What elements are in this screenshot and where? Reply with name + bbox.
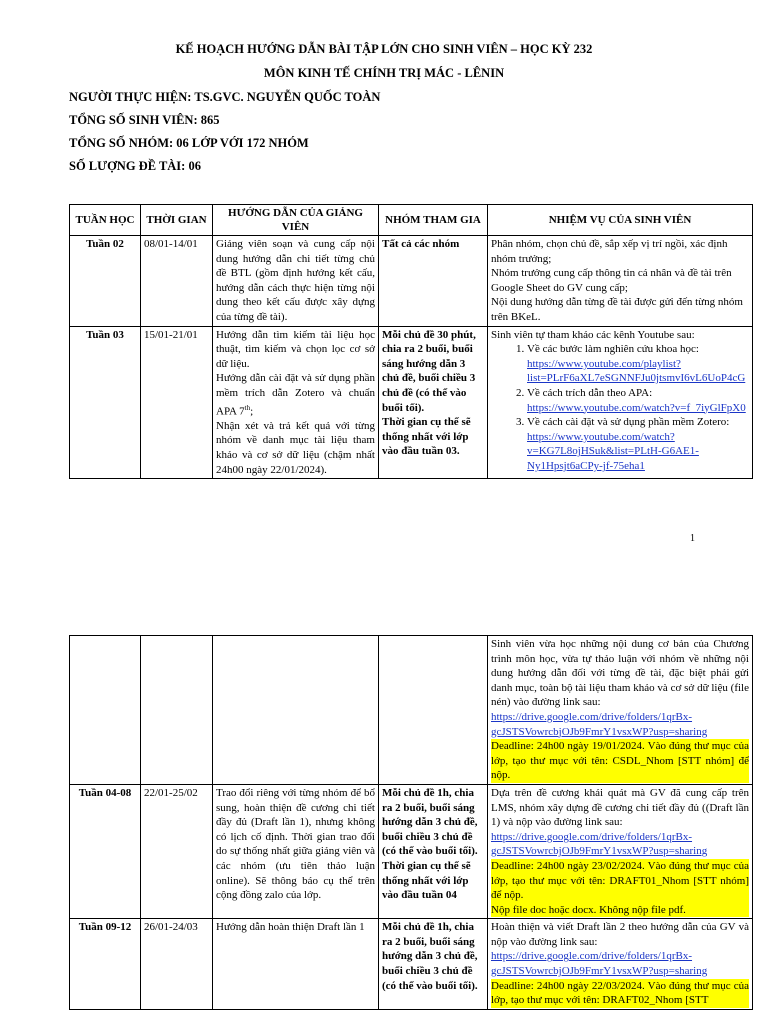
list-item — [527, 415, 749, 473]
plan-table-page-1 — [69, 204, 753, 479]
week-cell: Tuần 03 — [70, 326, 141, 479]
week-cell: Tuần 04-08 — [70, 784, 141, 918]
group-cell: Mỗi chủ đề 1h, chia ra 2 buổi, buổi sáng hướng dẫn 3 chủ đề, buổi chiều 3 chủ đề (có thể vào buổi tối). — [379, 919, 488, 1010]
guide-line: Nhận xét và trả kết quả với từng nhóm về danh mục tài liệu tham khảo và cơ sở dữ liệu (chậm nhất 24h00 ngày 22/01/2024). — [216, 419, 375, 476]
youtube-link[interactable]: https://www.youtube.com/watch?v=f_7iyGlFpX0 — [527, 401, 746, 414]
task-cell — [488, 236, 753, 327]
guide-line — [216, 371, 375, 418]
col-week: TUẦN HỌC — [70, 205, 141, 236]
youtube-link[interactable]: https://www.youtube.com/watch?v=KG7L8ojHSuk&list=PLtH-G6AE1-Ny1Hpsjt6aCPy-jf-75eha1 — [527, 430, 699, 472]
table-row — [70, 919, 753, 1010]
drive-link[interactable]: https://drive.google.com/drive/folders/1qrBx-gcJSTSVowrcbjOJb9FmrY1vsxWP?usp=sharing — [491, 830, 708, 858]
table-row — [70, 636, 753, 785]
group-cell: Tất cả các nhóm — [379, 236, 488, 327]
col-group: NHÓM THAM GIA — [379, 205, 488, 236]
week-cell: Tuần 09-12 — [70, 919, 141, 1010]
guide-cell — [213, 636, 379, 785]
superscript: th — [244, 403, 251, 412]
table-row — [70, 236, 753, 327]
task-text: Sinh viên vừa học những nội dung cơ bản của Chương trình môn học, vừa tự thảo luận với nhóm về những nội dung hướng dẫn đối với từng đề tài, đặc biệt phải gửi danh mục, toàn bộ tài liệu tham khảo và cơ sở dữ liệu (file nén) vào đường link sau: — [491, 638, 749, 709]
task-text: Hoàn thiện và viết Draft lần 2 theo hướng dẫn của GV và nộp vào đường link sau: — [491, 921, 749, 948]
youtube-list — [491, 342, 749, 473]
document-title: KẾ HOẠCH HƯỚNG DẪN BÀI TẬP LỚN CHO SINH VIÊN – HỌC KỲ 232 — [175, 42, 593, 56]
task-text: Dựa trên đề cương khái quát mà GV đã cung cấp trên LMS, nhóm xây dựng đề cương chi tiết đầy đủ ((Draft lần 1) và nộp vào đường link sau: — [491, 786, 749, 829]
page-number: 1 — [690, 533, 695, 544]
week-cell: Tuần 02 — [70, 236, 141, 327]
students-line: TỔNG SỐ SINH VIÊN: 865 — [69, 113, 220, 127]
guide-text-end: ; — [250, 405, 254, 418]
deadline-note: Deadline: 24h00 ngày 23/02/2024. Vào đúng thư mục của lớp, tạo thư mục với tên: DRAFT01_Nhom [STT nhóm] để nộp. — [491, 859, 749, 902]
page-2 — [0, 600, 768, 1024]
col-time: THỜI GIAN — [141, 205, 213, 236]
plan-table-page-2 — [69, 635, 753, 1010]
topics-line: SỐ LƯỢNG ĐỀ TÀI: 06 — [69, 159, 201, 173]
time-cell: 22/01-25/02 — [141, 784, 213, 918]
week-cell — [70, 636, 141, 785]
guide-text: Hướng dẫn cài đặt và sử dụng phần mềm trích dẫn Zotero và chuẩn APA 7 — [216, 372, 375, 418]
group-line: Mỗi chủ đề 30 phút, chia ra 2 buổi, buổi sáng hướng dẫn 3 chủ đề, buổi chiều 3 chủ đề (có thể vào buổi tối). — [382, 328, 476, 414]
group-cell — [379, 784, 488, 918]
list-item-label: Về cách cài đặt và sử dụng phần mềm Zotero: — [527, 416, 730, 429]
drive-link[interactable]: https://drive.google.com/drive/folders/1qrBx-gcJSTSVowrcbjOJb9FmrY1vsxWP?usp=sharing — [491, 710, 708, 738]
guide-cell: Trao đổi riêng với từng nhóm để bổ sung, hoàn thiện đề cương chi tiết đầy đủ (Draft lần 1), nhưng không có lịch cố định. Thời gian trao đổi do sự thống nhất giữa giảng viên và các nhóm (ưu tiên thảo luận online). Sẽ thông báo cụ thể trên cộng đồng zalo của lớp. — [213, 784, 379, 918]
document-subtitle: MÔN KINH TẾ CHÍNH TRỊ MÁC - LÊNIN — [263, 66, 505, 80]
col-task: NHIỆM VỤ CỦA SINH VIÊN — [488, 205, 753, 236]
task-line: Nội dung hướng dẫn từng đề tài được gửi đến từng nhóm trên BKeL. — [491, 296, 743, 323]
time-cell — [141, 636, 213, 785]
task-cell — [488, 636, 753, 785]
task-cell — [488, 326, 753, 479]
drive-link[interactable]: https://drive.google.com/drive/folders/1qrBx-gcJSTSVowrcbjOJb9FmrY1vsxWP?usp=sharing — [491, 950, 708, 978]
list-item — [527, 386, 749, 415]
guide-cell — [213, 326, 379, 479]
file-format-note: Nộp file doc hoặc docx. Không nộp file pdf. — [491, 903, 749, 918]
time-cell: 08/01-14/01 — [141, 236, 213, 327]
guide-line: Hướng dẫn tìm kiếm tài liệu học thuật, tìm kiếm và chọn lọc cơ sở dữ liệu. — [216, 328, 375, 370]
time-cell: 26/01-24/03 — [141, 919, 213, 1010]
group-cell — [379, 636, 488, 785]
guide-cell: Giảng viên soạn và cung cấp nội dung hướng dẫn chi tiết từng chủ đề BTL (gồm định hướng kết cấu, hướng dẫn cách thực hiện từng nội dung theo kết cấu được xây dựng của từng đề tài). — [213, 236, 379, 327]
task-intro: Sinh viên tự tham khảo các kênh Youtube sau: — [491, 328, 695, 341]
task-cell — [488, 919, 753, 1010]
instructor-line: NGƯỜI THỰC HIỆN: TS.GVC. NGUYỄN QUỐC TOÀN — [69, 90, 381, 104]
time-cell: 15/01-21/01 — [141, 326, 213, 479]
col-guide: HƯỚNG DẪN CỦA GIẢNG VIÊN — [213, 205, 379, 236]
list-item-label: Về các bước làm nghiên cứu khoa học: — [527, 343, 699, 356]
guide-cell: Hướng dẫn hoàn thiện Draft lần 1 — [213, 919, 379, 1010]
groups-line: TỔNG SỐ NHÓM: 06 LỚP VỚI 172 NHÓM — [69, 136, 309, 150]
table-header-row — [70, 205, 753, 236]
group-line: Mỗi chủ đề 1h, chia ra 2 buổi, buổi sáng hướng dẫn 3 chủ đề, buổi chiều 3 chủ đề (có thể vào buổi tối). — [382, 786, 478, 858]
group-cell — [379, 326, 488, 479]
list-item — [527, 342, 749, 386]
deadline-note: Deadline: 24h00 ngày 19/01/2024. Vào đúng thư mục của lớp, tạo thư mục với tên: CSDL_Nhom [STT nhóm] để nộp. — [491, 740, 749, 782]
youtube-link[interactable]: https://www.youtube.com/playlist?list=PLrF6aXL7eSGNNFJu0jtsmvI6vL6UoP4cG — [527, 357, 746, 385]
task-line: Nhóm trưởng cung cấp thông tin cá nhân và đề tài trên Google Sheet do GV cung cấp; — [491, 267, 732, 294]
deadline-note: Deadline: 24h00 ngày 22/03/2024. Vào đúng thư mục của lớp, tạo thư mục với tên: DRAFT02_Nhom [STT — [491, 979, 749, 1007]
group-line: Thời gian cụ thể sẽ thống nhất với lớp vào đầu tuần 04 — [382, 859, 471, 902]
list-item-label: Về cách trích dẫn theo APA: — [527, 386, 653, 399]
task-cell — [488, 784, 753, 918]
group-line: Thời gian cụ thể sẽ thống nhất với lớp vào đầu tuần 03. — [382, 416, 471, 458]
task-line: Phân nhóm, chọn chủ đề, sắp xếp vị trí ngồi, xác định nhóm trưởng; — [491, 238, 728, 265]
table-row — [70, 784, 753, 918]
table-row — [70, 326, 753, 479]
